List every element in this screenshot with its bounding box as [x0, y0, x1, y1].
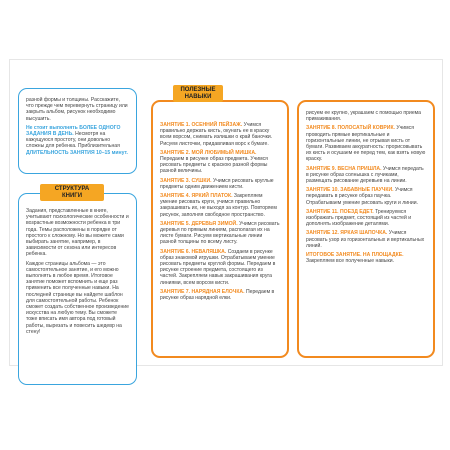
structure-paragraph-1: Задания, представленные в книге, учитывают психологические особенности и возрастные возможности ребенка в три года. Темы расположены в порядке от простого к сложному. Но вы можете сами выбирать занятие, например, в зависимости от сезона или интересов ребенка.: [26, 208, 129, 258]
right-item-9: ЗАНЯТИЕ 9. ВЕСНА ПРИШЛА. Учимся передать в рисунке образ солнышка с лучиками, размещать рисование деревьев на линии.: [306, 165, 424, 185]
structure-paragraph-2: Каждое страницы альбома — это самостоятельное занятие, и его можно выполнять в любое время. Итоговое занятие поможет вспомнить и еще раз применить все полученные навыки. На последней странице вы найдете шаблон для самостоятельной работы. Ребенок сможет создать собственное произведение искусства на любую тему. Вы сможете тоже вписать имя автора под готовый работы, вырезать и повесить шедевр на стену!: [26, 260, 129, 335]
right-item-8: ЗАНЯТИЕ 8. ПОЛОСАТЫЙ КОВРИК. Учимся проводить прямые вертикальные и горизонтальные линии, не отрывая кисть от бумаги. Развиваем аккуратность: прорисовывать их кисть и осушаем ее перед тем, как взять новую краску.: [306, 125, 426, 163]
intro-paragraph-2: [26, 125, 129, 156]
skill-item-5: ЗАНЯТИЕ 5. ДЕРЕВЬЯ ЗИМОЙ. Учимся рисовать деревья по прямым линиям, располагая их на листе бумаги. Рисуем вертикальные линии разной толщины по всему листу.: [160, 220, 280, 246]
intro-highlight-2: ДЛИТЕЛЬНОСТЬ ЗАНЯТИЯ: [26, 149, 95, 156]
right-intro: рисуем ее крупно, украшаем с помощью приема примакивания.: [306, 110, 422, 123]
skill-item-1: ЗАНЯТИЕ 1. ОСЕННИЙ ПЕЙЗАЖ. Учимся правильно держать кисть, окунать ее в краску всем ворсом, снимать излишки о край баночки. Рисуем листочки, придавливая ворс к бумаге.: [160, 122, 273, 147]
skill-item-2: ЗАНЯТИЕ 2. МОЙ ЛЮБИМЫЙ МИШКА. Передаем в рисунке образ предмета. Учимся рисовать предметы с краскою разной формы разной величины.: [160, 149, 268, 175]
document-page: [9, 59, 443, 366]
skill-item-7: ЗАНЯТИЕ 7. НАРЯДНАЯ ЕЛОЧКА. Передаем в рисунке образ нарядной елки.: [160, 288, 275, 302]
skill-item-3: ЗАНЯТИЕ 3. СУШКИ. Учимся рисовать круглые предметы одним движением кисти.: [160, 177, 274, 190]
skill-item-6: ЗАНЯТИЕ 6. НЕВАЛЯШКА. Создаем в рисунке образ знакомой игрушки. Отрабатываем умение рисовать предметы круглой формы. Передаем в рисунке строение предмета, состоящего из частей. Закрепляем навык закрашивания круга линиями, всем ворсом кисти.: [160, 248, 276, 286]
skills-label: ПОЛЕЗНЫЕ НАВЫКИ: [173, 85, 223, 102]
right-item-12: ЗАНЯТИЕ 12. ЯРКАЯ ШАПОЧКА. Учимся рисовать узор из горизонтальных и вертикальных линий.: [306, 230, 425, 249]
intro-middle: Несмотря на кажущуюся простоту, они довольно сложны для ребенка. Приблизительная: [26, 131, 120, 150]
skills-box: [151, 100, 289, 358]
right-skills-box: [297, 100, 435, 358]
right-item-10: ЗАНЯТИЕ 10. ЗАБАВНЫЕ ПАУЧКИ. Учимся передавать в рисунке образ паучка. Отрабатываем умение рисовать круги и линии.: [306, 187, 418, 206]
intro-box: [18, 88, 137, 174]
right-item-final: ИТОГОВОЕ ЗАНЯТИЕ. НА ПЛОЩАДКЕ. Закрепляем все полученные навыки.: [306, 252, 404, 265]
intro-highlight-1: БОЛЕЕ ОДНОГО ЗАДАНИЯ В ДЕНЬ.: [26, 124, 121, 138]
structure-box: [18, 193, 137, 385]
skill-item-4: ЗАНЯТИЕ 4. ЯРКИЙ ПЛАТОК. Закрепляем умение рисовать круги, учимся правильно закрашивать их, не выходя за контур. Повторяем рисунок, заполняя свободное пространство.: [160, 193, 277, 218]
right-item-11: ЗАНЯТИЕ 11. ПОЕЗД ЕДЕТ. Тренируемся изображать предмет, состоящий из частей и дополнять изображение деталями.: [306, 208, 412, 228]
intro-no-more: Не стоит выполнять: [26, 124, 78, 131]
structure-label: СТРУКТУРА КНИГИ: [40, 184, 104, 201]
intro-duration: 10–15 минут.: [96, 149, 128, 156]
intro-paragraph-1: разной формы и толщины. Расскажите, что прежде чем перевернуть страницу или закрыть альбом, рисунок необходимо высушить.: [26, 97, 128, 122]
